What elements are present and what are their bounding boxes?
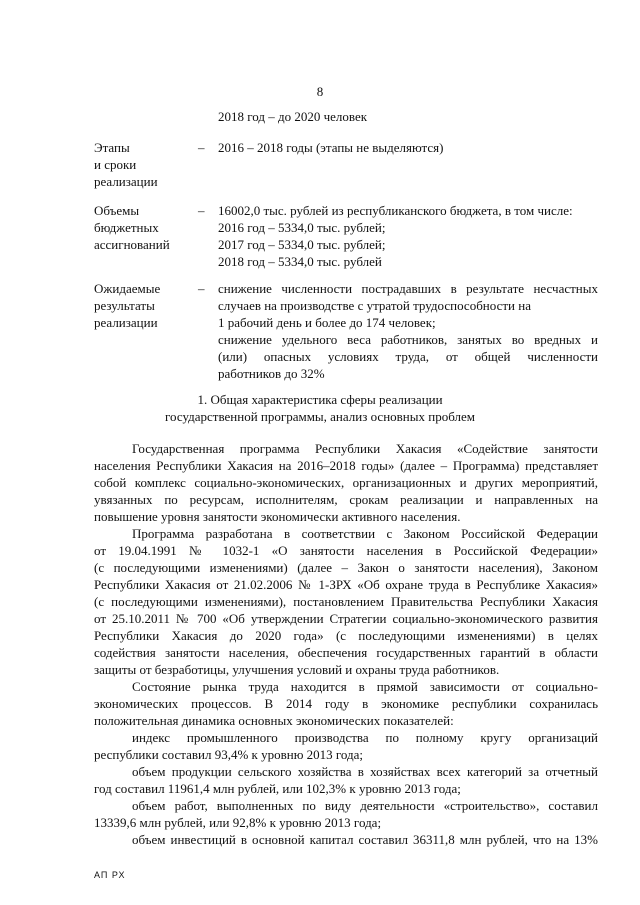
row-value [218,202,598,270]
body-line: индекс промышленного производства по полному кругу организаций [132,730,598,745]
body-line: защиты от безработицы, улучшения условий и охраны труда работников. [94,662,500,677]
body-line: увязанных по ресурсам, исполнителям, срокам реализации и направленных на [94,492,598,507]
body-text [94,440,598,848]
body-line: Государственная программа Республики Хакасия «Содействие занятости [132,441,598,456]
body-line: от 19.04.1991 № 1032-1 «О занятости населения в Российской Федерации» [94,543,598,558]
section-heading [0,391,640,425]
body-line: положительная динамика основных экономических показателей: [94,713,454,728]
body-line: повышение уровня занятости экономически активного населения. [94,509,461,524]
body-line: Республики Хакасия до 2020 года» (с последующими изменениями) в целях [94,628,598,643]
label-line: и сроки [94,157,137,172]
label-line: Ожидаемые [94,281,161,296]
row-dash: – [198,281,205,296]
body-line: республики составил 93,4% к уровню 2013 года; [94,747,364,762]
label-line: бюджетных [94,220,159,235]
body-line: (с последующими изменениями), постановлением Правительства Республики Хакасия [94,594,598,609]
row-dash: – [198,140,205,155]
value-line: случаев на производстве с утратой трудоспособности на [218,298,531,313]
row-dash: – [198,203,205,218]
body-line: экономических процессов. В 2014 году в экономике республики сохранилась [94,696,598,711]
body-line: от 25.10.2011 № 700 «Об утверждении Стратегии социально-экономического развития [94,611,598,626]
label-line: Этапы [94,140,130,155]
value-line: снижение численности пострадавших в результате несчастных [218,281,598,296]
value-line: 2018 год – 5334,0 тыс. рублей [218,254,382,269]
row-label [94,139,194,190]
label-line: реализации [94,315,158,330]
value-line: (или) опасных условиях труда, от общей численности [218,349,598,364]
value-line: работников до 32% [218,366,325,381]
top-line-text: 2018 год – до 2020 человек [218,109,368,124]
body-line: объем работ, выполненных по виду деятельности «строительство», составил [132,798,598,813]
value-line: 2017 год – 5334,0 тыс. рублей; [218,237,386,252]
label-line: реализации [94,174,158,189]
section-heading-line: 1. Общая характеристика сферы реализации [197,392,443,407]
body-line: Программа разработана в соответствии с Законом Российской Федерации [132,526,598,541]
body-line: Республики Хакасия от 21.02.2006 № 1-ЗРХ «Об охране труда в Республике Хакасия» [94,577,598,592]
label-line: результаты [94,298,155,313]
body-line: собой комплекс социально-экономических, организационных и других мероприятий, [94,475,598,490]
body-line: Состояние рынка труда находится в прямой зависимости от социально- [132,679,598,694]
body-line: населения Республики Хакасия на 2016–2018 годы» (далее – Программа) представляет [94,458,598,473]
label-line: Объемы [94,203,140,218]
body-line: год составил 11961,4 млн рублей, или 102,3% к уровню 2013 года; [94,781,461,796]
row-value [218,280,598,382]
body-line: содействия занятости населения, обеспечения государственных гарантий в области [94,645,598,660]
page-number: 8 [316,84,324,99]
row-label [94,202,194,253]
section-heading-line: государственной программы, анализ основных проблем [165,409,475,424]
value-line: 2016 год – 5334,0 тыс. рублей; [218,220,386,235]
row-label [94,280,194,331]
label-line: ассигнований [94,237,170,252]
body-line: 13339,6 млн рублей, или 92,8% к уровню 2013 года; [94,815,382,830]
body-line: объем продукции сельского хозяйства в хозяйствах всех категорий за отчетный [132,764,598,779]
value-line: 1 рабочий день и более до 174 человек; [218,315,436,330]
value-line: 2016 – 2018 годы (этапы не выделяются) [218,140,444,155]
body-line: объем инвестиций в основной капитал составил 36311,8 млн рублей, что на 13% [132,832,598,847]
value-line: 16002,0 тыс. рублей из республиканского бюджета, в том числе: [218,203,573,218]
body-line: (с последующими изменениями) (далее – Закон о занятости населения), Законом [94,560,598,575]
value-line: снижение удельного веса работников, занятых во вредных и [218,332,598,347]
footer-mark: АП РХ [94,870,126,880]
row-value [218,139,598,156]
